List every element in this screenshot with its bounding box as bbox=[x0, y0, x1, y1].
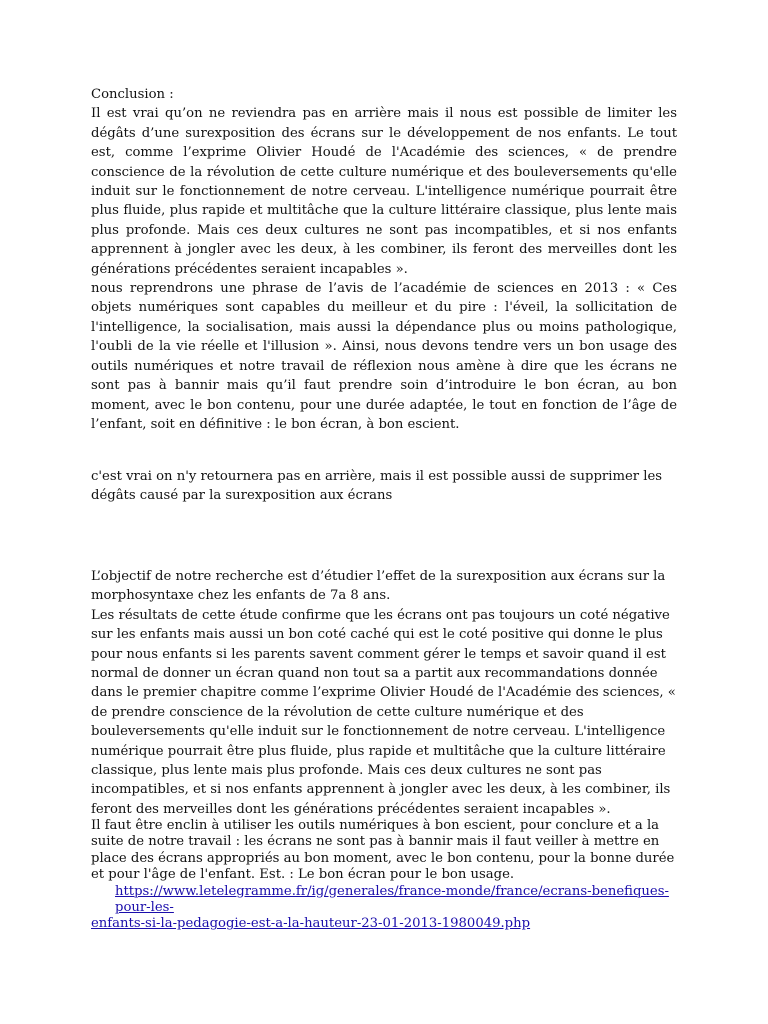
note-section bbox=[91, 467, 677, 506]
final-section bbox=[91, 818, 677, 933]
objective-paragraph: L’objectif de notre recherche est d’étudier l’effet de la surexposition aux écrans sur la morphosyntaxe chez les enfants de 7a 8 ans. bbox=[91, 569, 666, 604]
conclusion-section bbox=[91, 85, 677, 434]
note-paragraph: c'est vrai on n'y retournera pas en arrière, mais il est possible aussi de supprimer les dégâts causé par la surexposition aux écrans bbox=[91, 469, 663, 504]
reference-link-part-1[interactable]: https://www.letelegramme.fr/ig/generales/france-monde/france/ecrans-benefiques-pour-les- bbox=[115, 883, 669, 916]
research-section bbox=[91, 567, 677, 819]
conclusion-heading: Conclusion : bbox=[91, 87, 174, 102]
conclusion-paragraph-2: nous reprendrons une phrase de l’avis de l’académie de sciences en 2013 : « Ces objets numériques sont capables du meilleur et du pire : l'éveil, la sollicitation de l'intelligence, la socialisation, mais aussi la dépendance plus ou moins pathologique, l'oubli de la vie réelle et l'illusion ». Ainsi, nous devons tendre vers un bon usage des outils numériques et notre travail de réflexion nous amène à dire que les écrans ne sont pas à bannir mais qu’il faut prendre soin d’introduire le bon écran, au bon moment, avec le bon contenu, pour une durée adaptée, le tout en fonction de l’âge de l’enfant, soit en définitive : le bon écran, à bon escient. bbox=[91, 281, 677, 432]
reference-link-part-2[interactable]: enfants-si-la-pedagogie-est-a-la-hauteur-23-01-2013-1980049.php bbox=[91, 916, 531, 932]
final-paragraph: Il faut être enclin à utiliser les outils numériques à bon escient, pour conclure et a la suite de notre travail : les écrans ne sont pas à bannir mais il faut veiller à mettre en place des écrans appropriés au bon moment, avec le bon contenu, pour la bonne durée et pour l'âge de l'enfant. Est. : Le bon écran pour le bon usage. bbox=[91, 818, 675, 883]
conclusion-paragraph-1: Il est vrai qu’on ne reviendra pas en arrière mais il nous est possible de limiter les dégâts d’une surexposition des écrans sur le développement de nos enfants. Le tout est, comme l’exprime Olivier Houdé de l'Académie des sciences, « de prendre conscience de la révolution de cette culture numérique et des bouleversements qu'elle induit sur le fonctionnement de notre cerveau. L'intelligence numérique pourrait être plus fluide, plus rapide et multitâche que la culture littéraire classique, plus lente mais plus profonde. Mais ces deux cultures ne sont pas incompatibles, et si nos enfants apprennent à jongler avec les deux, à les combiner, ils feront des merveilles dont les générations précédentes seraient incapables ». bbox=[91, 106, 677, 277]
results-paragraph: Les résultats de cette étude confirme que les écrans ont pas toujours un coté négative sur les enfants mais aussi un bon coté caché qui est le coté positive qui donne le plus pour nous enfants si les parents savent comment gérer le temps et savoir quand il est normal de donner un écran quand non tout sa a partit aux recommandations donnée dans le premier chapitre comme l’exprime Olivier Houdé de l'Académie des sciences, « de prendre conscience de la révolution de cette culture numérique et des bouleversements qu'elle induit sur le fonctionnement de notre cerveau. L'intelligence numérique pourrait être plus fluide, plus rapide et multitâche que la culture littéraire classique, plus lente mais plus profonde. Mais ces deux cultures ne sont pas incompatibles, et si nos enfants apprennent à jongler avec les deux, à les combiner, ils feront des merveilles dont les générations précédentes seraient incapables ». bbox=[91, 607, 676, 817]
